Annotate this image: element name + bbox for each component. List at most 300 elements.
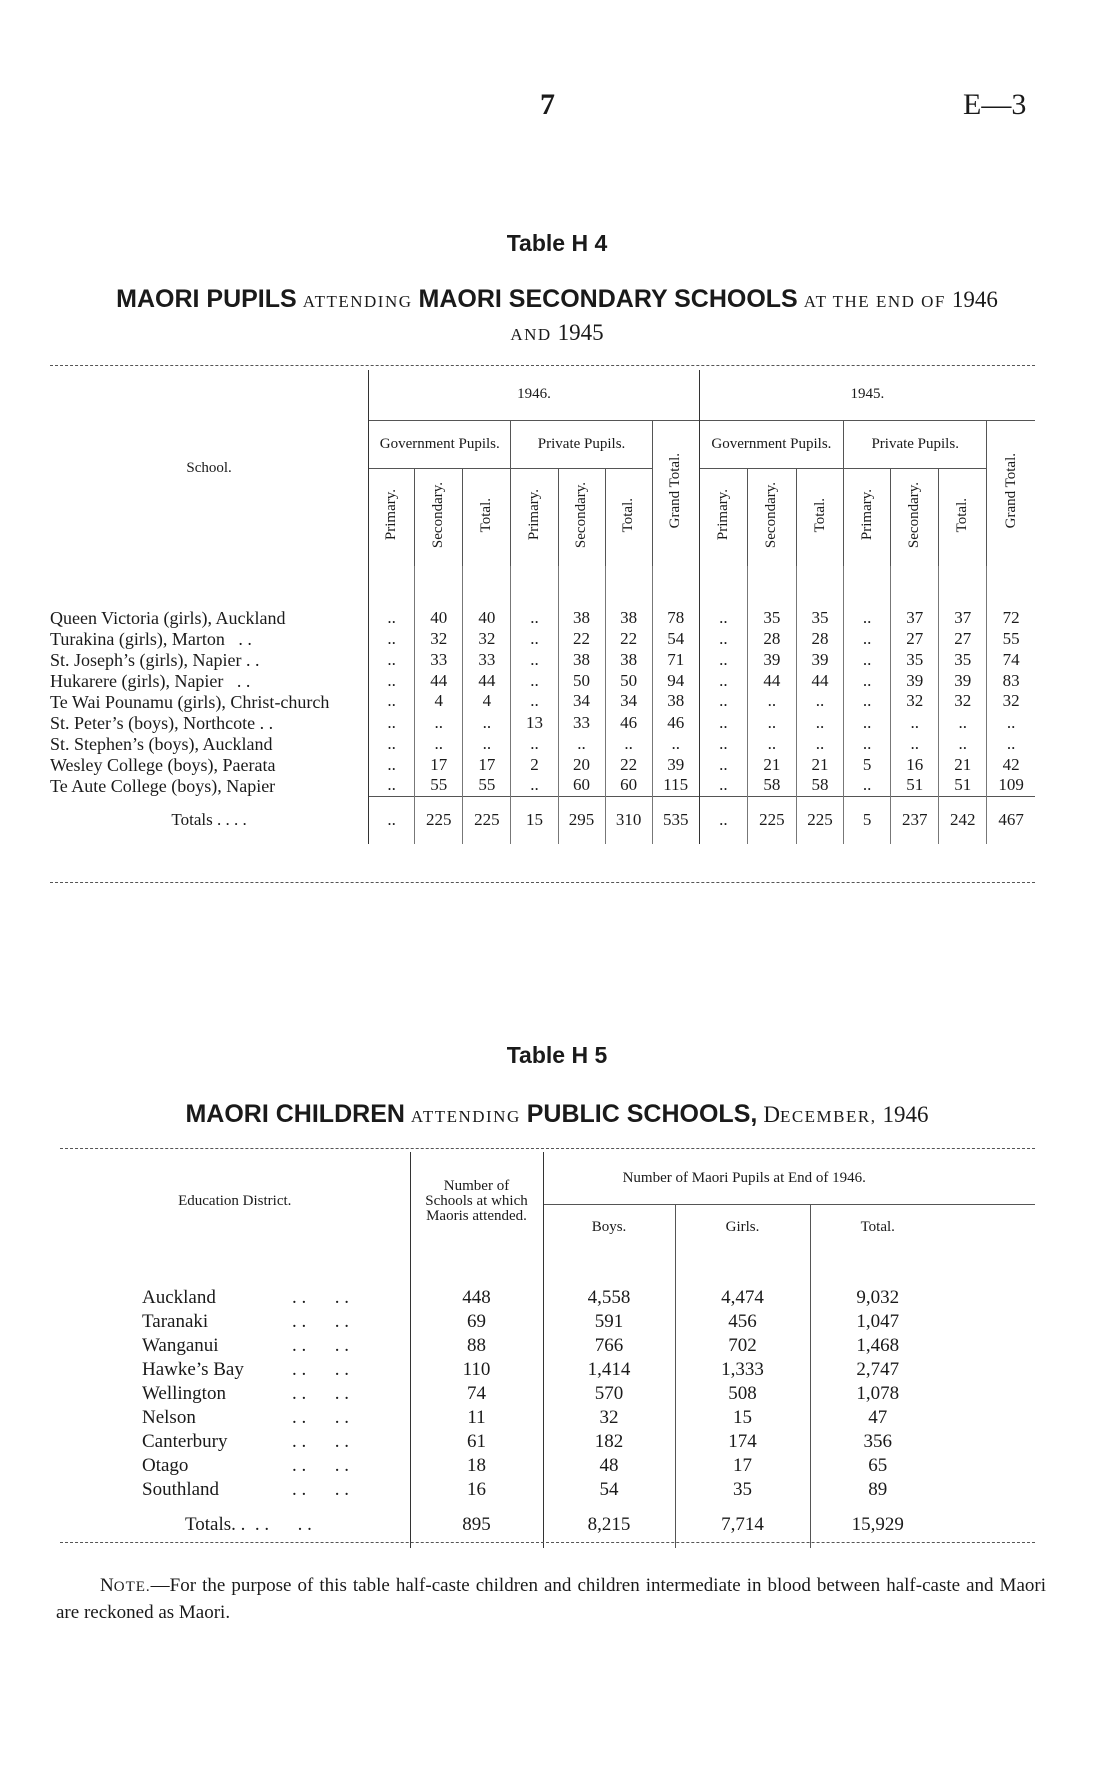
district-name: Otago bbox=[142, 1455, 189, 1476]
spacer bbox=[945, 1250, 1035, 1310]
table-row bbox=[50, 712, 1035, 733]
col-total bbox=[939, 468, 987, 566]
cell-value: 32 bbox=[463, 628, 511, 649]
totals-label: Totals . . . . bbox=[50, 796, 369, 844]
cell-value: 55 bbox=[463, 775, 511, 796]
totals-value: 15 bbox=[511, 796, 558, 844]
col-total-label: Total. bbox=[811, 497, 828, 532]
cell-value: .. bbox=[369, 712, 415, 733]
totals-girls: 7,714 bbox=[675, 1502, 810, 1548]
cell-value: .. bbox=[511, 691, 558, 712]
col-primary bbox=[369, 468, 415, 566]
table-h4-title bbox=[0, 285, 1114, 314]
district-cell bbox=[60, 1358, 410, 1382]
cell-value: 27 bbox=[891, 628, 939, 649]
cell-value: 40 bbox=[415, 566, 463, 628]
school-name: St. Peter’s (boys), Northcote . . bbox=[50, 712, 369, 733]
cell-value: 4 bbox=[415, 691, 463, 712]
table-row bbox=[50, 566, 1035, 628]
cell-value: 60 bbox=[558, 775, 605, 796]
cell-value: .. bbox=[699, 670, 747, 691]
cell-value: .. bbox=[652, 733, 699, 754]
cell-value: 115 bbox=[652, 775, 699, 796]
cell-value: .. bbox=[511, 628, 558, 649]
col-secondary bbox=[891, 468, 939, 566]
note-lead-rest: OTE. bbox=[113, 1579, 151, 1595]
footnote bbox=[56, 1573, 1046, 1626]
cell-value: 35 bbox=[891, 649, 939, 670]
title-smallcaps: AND bbox=[510, 325, 552, 344]
col-education-district: Education District. bbox=[60, 1152, 410, 1250]
title-bold: PUBLIC SCHOOLS, bbox=[526, 1100, 758, 1128]
col-year-1945: 1945. bbox=[850, 386, 885, 403]
leader-dots: . . . . bbox=[292, 1479, 349, 1500]
cell-value: .. bbox=[747, 712, 796, 733]
cell-value: 109 bbox=[998, 775, 1024, 795]
cell-value: .. bbox=[369, 754, 415, 775]
cell-value: 44 bbox=[796, 670, 843, 691]
table-row bbox=[60, 1358, 1035, 1382]
totals-row bbox=[50, 796, 1035, 844]
title-smallcaps: AT THE END OF bbox=[803, 292, 946, 311]
cell-value: 39 bbox=[891, 670, 939, 691]
district-cell bbox=[60, 1454, 410, 1478]
schools-count: 74 bbox=[410, 1382, 543, 1406]
district-name: Nelson bbox=[142, 1407, 196, 1428]
totals-value: 295 bbox=[558, 796, 605, 844]
table-row bbox=[50, 628, 1035, 649]
group-private-pupils: Private Pupils. bbox=[511, 420, 652, 468]
cell-value: 50 bbox=[558, 670, 605, 691]
cell-value: .. bbox=[369, 649, 415, 670]
cell-value: 21 bbox=[796, 754, 843, 775]
cell-value: 42 bbox=[1002, 754, 1020, 774]
school-name: Te Aute College (boys), Napier bbox=[50, 775, 369, 796]
district-cell bbox=[60, 1478, 410, 1502]
school-name: Wesley College (boys), Paerata bbox=[50, 754, 369, 775]
table-h4-title-line2 bbox=[0, 320, 1114, 347]
table-h4-caption: Table H 4 bbox=[506, 230, 608, 256]
leader-dots: . . . . bbox=[292, 1335, 349, 1356]
girls-count: 174 bbox=[675, 1430, 810, 1454]
cell-value: 35 bbox=[939, 649, 987, 670]
girls-count: 1,333 bbox=[675, 1358, 810, 1382]
cell-value: 33 bbox=[463, 649, 511, 670]
cell-value: 13 bbox=[511, 712, 558, 733]
cell-value: .. bbox=[1006, 733, 1016, 753]
col-total bbox=[605, 468, 652, 566]
totals-value: 225 bbox=[415, 796, 463, 844]
cell-value: 28 bbox=[747, 628, 796, 649]
title-year: 1945 bbox=[557, 320, 604, 345]
schools-count: 448 bbox=[410, 1250, 543, 1310]
cell-value: .. bbox=[699, 712, 747, 733]
cell-value: 38 bbox=[558, 649, 605, 670]
girls-count: 508 bbox=[675, 1382, 810, 1406]
title-bold: MAORI CHILDREN bbox=[185, 1100, 405, 1128]
table-row bbox=[50, 733, 1035, 754]
cell-value: .. bbox=[747, 691, 796, 712]
cell-value: .. bbox=[844, 733, 891, 754]
col-school: School. bbox=[50, 370, 369, 566]
cell-value: 2 bbox=[511, 754, 558, 775]
cell-value: 39 bbox=[652, 754, 699, 775]
spacer bbox=[945, 1406, 1035, 1430]
title-smallcaps: ATTENDING bbox=[302, 292, 413, 311]
boys-count: 1,414 bbox=[543, 1358, 675, 1382]
group-government-pupils: Government Pupils. bbox=[699, 420, 843, 468]
totals-value: 225 bbox=[747, 796, 796, 844]
col-total bbox=[796, 468, 843, 566]
leader-dots: . . . . bbox=[292, 1287, 349, 1308]
table-h4-body bbox=[50, 566, 1035, 796]
cell-value: .. bbox=[463, 733, 511, 754]
cell-value: .. bbox=[511, 775, 558, 796]
spacer bbox=[945, 1358, 1035, 1382]
col-number-of-schools: Number of Schools at which Maoris attended. bbox=[410, 1152, 543, 1250]
cell-value: 72 bbox=[1002, 608, 1020, 627]
girls-count: 15 bbox=[675, 1406, 810, 1430]
total-count: 47 bbox=[868, 1407, 888, 1428]
cell-value: 38 bbox=[605, 649, 652, 670]
col-total bbox=[463, 468, 511, 566]
cell-value: 44 bbox=[747, 670, 796, 691]
col-grand-total bbox=[652, 420, 699, 566]
col-secondary-label: Secondary. bbox=[430, 481, 447, 548]
cell-value: .. bbox=[699, 628, 747, 649]
cell-value: .. bbox=[699, 566, 747, 628]
cell-value: .. bbox=[844, 628, 891, 649]
cell-value: 35 bbox=[796, 566, 843, 628]
table-row bbox=[50, 649, 1035, 670]
schools-count: 61 bbox=[410, 1430, 543, 1454]
cell-value: 78 bbox=[652, 566, 699, 628]
cell-value: 35 bbox=[747, 566, 796, 628]
cell-value: .. bbox=[511, 733, 558, 754]
district-name: Auckland bbox=[142, 1287, 216, 1308]
cell-value: .. bbox=[415, 712, 463, 733]
district-name: Wellington bbox=[142, 1383, 226, 1404]
cell-value: 28 bbox=[796, 628, 843, 649]
total-count: 1,078 bbox=[856, 1383, 900, 1404]
rule bbox=[50, 365, 1035, 366]
cell-value: 60 bbox=[605, 775, 652, 796]
spacer bbox=[945, 1478, 1035, 1502]
col-girls: Girls. bbox=[675, 1204, 810, 1250]
cell-value: 17 bbox=[463, 754, 511, 775]
col-total: Total. bbox=[810, 1204, 945, 1250]
schools-count: 18 bbox=[410, 1454, 543, 1478]
boys-count: 766 bbox=[543, 1334, 675, 1358]
cell-value: .. bbox=[463, 712, 511, 733]
cell-value: .. bbox=[699, 754, 747, 775]
table-row bbox=[50, 754, 1035, 775]
cell-value: 58 bbox=[796, 775, 843, 796]
leader-dots: . . . . bbox=[292, 1359, 349, 1380]
title-year: 1946 bbox=[951, 287, 998, 312]
col-secondary bbox=[747, 468, 796, 566]
cell-value: .. bbox=[511, 566, 558, 628]
spacer bbox=[945, 1382, 1035, 1406]
rule bbox=[60, 1542, 1035, 1543]
totals-value: 225 bbox=[796, 796, 843, 844]
cell-value: .. bbox=[699, 775, 747, 796]
cell-value: .. bbox=[844, 649, 891, 670]
leader-dots: . . . . bbox=[292, 1383, 349, 1404]
col-secondary-label: Secondary. bbox=[906, 481, 923, 548]
totals-total: 15,929 bbox=[851, 1514, 904, 1535]
cell-value: .. bbox=[891, 712, 939, 733]
cell-value: 51 bbox=[891, 775, 939, 796]
table-h4-footer bbox=[50, 796, 1035, 844]
boys-count: 54 bbox=[543, 1478, 675, 1502]
col-year-1946: 1946. bbox=[369, 370, 700, 420]
cell-value: .. bbox=[369, 628, 415, 649]
cell-value: 58 bbox=[747, 775, 796, 796]
totals-schools: 895 bbox=[410, 1502, 543, 1548]
table-h4 bbox=[50, 370, 1035, 844]
cell-value: 94 bbox=[652, 670, 699, 691]
cell-value: 16 bbox=[891, 754, 939, 775]
girls-count: 456 bbox=[675, 1310, 810, 1334]
cell-value: .. bbox=[796, 733, 843, 754]
girls-count: 17 bbox=[675, 1454, 810, 1478]
cell-value: 17 bbox=[415, 754, 463, 775]
cell-value: 5 bbox=[844, 754, 891, 775]
totals-value: 237 bbox=[891, 796, 939, 844]
cell-value: 83 bbox=[1002, 670, 1020, 690]
cell-value: 38 bbox=[652, 691, 699, 712]
cell-value: .. bbox=[369, 733, 415, 754]
note-lead-initial: N bbox=[100, 1575, 114, 1596]
district-name: Hawke’s Bay bbox=[142, 1359, 244, 1380]
spacer bbox=[945, 1430, 1035, 1454]
col-boys: Boys. bbox=[543, 1204, 675, 1250]
cell-value: .. bbox=[891, 733, 939, 754]
table-row bbox=[60, 1406, 1035, 1430]
cell-value: 22 bbox=[605, 754, 652, 775]
schools-count: 110 bbox=[410, 1358, 543, 1382]
cell-value: 37 bbox=[939, 566, 987, 628]
school-name: St. Stephen’s (boys), Auckland bbox=[50, 733, 369, 754]
cell-value: .. bbox=[369, 670, 415, 691]
total-count: 65 bbox=[868, 1455, 888, 1476]
cell-value: 38 bbox=[605, 566, 652, 628]
cell-value: .. bbox=[699, 691, 747, 712]
col-primary bbox=[699, 468, 747, 566]
cell-value: .. bbox=[844, 670, 891, 691]
cell-value: 39 bbox=[939, 670, 987, 691]
boys-count: 48 bbox=[543, 1454, 675, 1478]
cell-value: 46 bbox=[605, 712, 652, 733]
cell-value: 34 bbox=[605, 691, 652, 712]
cell-value: 37 bbox=[891, 566, 939, 628]
table-row bbox=[60, 1310, 1035, 1334]
table-row bbox=[60, 1250, 1035, 1310]
col-primary bbox=[844, 468, 891, 566]
title-bold: MAORI SECONDARY SCHOOLS bbox=[418, 285, 798, 313]
document-reference: E—3 bbox=[963, 88, 1027, 121]
totals-label: Totals. . bbox=[185, 1514, 246, 1535]
table-h5 bbox=[60, 1152, 1035, 1548]
cell-value: .. bbox=[796, 691, 843, 712]
cell-value: .. bbox=[369, 691, 415, 712]
col-primary bbox=[511, 468, 558, 566]
cell-value: 40 bbox=[463, 566, 511, 628]
schools-count: 88 bbox=[410, 1334, 543, 1358]
cell-value: 22 bbox=[558, 628, 605, 649]
note-text: —For the purpose of this table half-caste children and children intermediate in blood between half-caste and Maori are reckoned as Maori. bbox=[56, 1575, 1046, 1623]
school-name: St. Joseph’s (girls), Napier . . bbox=[50, 649, 369, 670]
schools-count: 16 bbox=[410, 1478, 543, 1502]
cell-value: 20 bbox=[558, 754, 605, 775]
col-primary-label: Primary. bbox=[383, 489, 400, 541]
cell-value: 33 bbox=[558, 712, 605, 733]
group-government-pupils: Government Pupils. bbox=[369, 420, 511, 468]
cell-value: 51 bbox=[939, 775, 987, 796]
total-count: 89 bbox=[868, 1479, 888, 1500]
col-grand-total bbox=[987, 420, 1035, 566]
totals-value: .. bbox=[369, 796, 415, 844]
spacer bbox=[945, 1152, 1035, 1204]
cell-value: 50 bbox=[605, 670, 652, 691]
totals-dots: . . . . bbox=[254, 1514, 312, 1535]
col-secondary-label: Secondary. bbox=[573, 481, 590, 548]
table-h5-title bbox=[0, 1100, 1114, 1129]
table-h5-body bbox=[60, 1250, 1035, 1502]
col-primary-label: Primary. bbox=[714, 489, 731, 541]
cell-value: 55 bbox=[1002, 628, 1020, 648]
title-year: 1946 bbox=[882, 1102, 929, 1127]
cell-value: .. bbox=[844, 712, 891, 733]
district-cell bbox=[60, 1310, 410, 1334]
cell-value: 46 bbox=[652, 712, 699, 733]
schools-count: 11 bbox=[410, 1406, 543, 1430]
table-row bbox=[60, 1334, 1035, 1358]
cell-value: .. bbox=[844, 691, 891, 712]
girls-count: 4,474 bbox=[675, 1250, 810, 1310]
schools-count: 69 bbox=[410, 1310, 543, 1334]
cell-value: 55 bbox=[415, 775, 463, 796]
cell-value: 39 bbox=[796, 649, 843, 670]
cell-value: .. bbox=[369, 775, 415, 796]
col-primary-label: Primary. bbox=[858, 489, 875, 541]
total-count: 1,468 bbox=[856, 1335, 900, 1356]
spacer bbox=[945, 1454, 1035, 1478]
title-smallcaps: ATTENDING bbox=[410, 1107, 521, 1126]
district-cell bbox=[60, 1250, 410, 1310]
page-number: 7 bbox=[540, 88, 555, 121]
table-row bbox=[60, 1454, 1035, 1478]
table-row bbox=[50, 670, 1035, 691]
boys-count: 591 bbox=[543, 1310, 675, 1334]
cell-value: 21 bbox=[939, 754, 987, 775]
totals-value: .. bbox=[699, 796, 747, 844]
col-secondary bbox=[415, 468, 463, 566]
cell-value: .. bbox=[511, 649, 558, 670]
boys-count: 32 bbox=[543, 1406, 675, 1430]
district-name: Southland bbox=[142, 1479, 220, 1500]
cell-value: .. bbox=[415, 733, 463, 754]
girls-count: 35 bbox=[675, 1478, 810, 1502]
district-cell bbox=[60, 1430, 410, 1454]
totals-value: 535 bbox=[652, 796, 699, 844]
total-count: 9,032 bbox=[856, 1287, 900, 1308]
table-row bbox=[60, 1430, 1035, 1454]
col-primary-label: Primary. bbox=[525, 489, 542, 541]
cell-value: 32 bbox=[891, 691, 939, 712]
cell-value: .. bbox=[747, 733, 796, 754]
title-month bbox=[763, 1102, 876, 1128]
school-name: Hukarere (girls), Napier . . bbox=[50, 670, 369, 691]
boys-count: 4,558 bbox=[543, 1250, 675, 1310]
cell-value: 34 bbox=[558, 691, 605, 712]
col-grand-total-label: Grand Total. bbox=[667, 453, 684, 529]
totals-value: 225 bbox=[463, 796, 511, 844]
totals-boys: 8,215 bbox=[543, 1502, 675, 1548]
school-name: Te Wai Pounamu (girls), Christ-church bbox=[50, 691, 369, 712]
district-name: Taranaki bbox=[142, 1311, 209, 1332]
leader-dots: . . . . bbox=[292, 1407, 349, 1428]
title-month-rest: ECEMBER, bbox=[779, 1107, 877, 1126]
col-grand-total-label: Grand Total. bbox=[1002, 453, 1019, 529]
school-name: Turakina (girls), Marton . . bbox=[50, 628, 369, 649]
col-total-label: Total. bbox=[954, 497, 971, 532]
cell-value: .. bbox=[844, 775, 891, 796]
col-secondary-label: Secondary. bbox=[763, 481, 780, 548]
spacer bbox=[945, 1310, 1035, 1334]
totals-value: 242 bbox=[939, 796, 987, 844]
rule bbox=[60, 1148, 1035, 1149]
cell-value: .. bbox=[939, 733, 987, 754]
cell-value: 32 bbox=[415, 628, 463, 649]
district-cell bbox=[60, 1334, 410, 1358]
col-total-label: Total. bbox=[620, 497, 637, 532]
totals-value: 5 bbox=[844, 796, 891, 844]
cell-value: 54 bbox=[652, 628, 699, 649]
cell-value: 32 bbox=[939, 691, 987, 712]
cell-value: 21 bbox=[747, 754, 796, 775]
col-total-label: Total. bbox=[478, 497, 495, 532]
spacer bbox=[945, 1204, 1035, 1250]
cell-value: .. bbox=[939, 712, 987, 733]
group-maori-pupils: Number of Maori Pupils at End of 1946. bbox=[622, 1169, 866, 1186]
group-private-pupils: Private Pupils. bbox=[844, 420, 987, 468]
cell-value: .. bbox=[844, 566, 891, 628]
district-name: Wanganui bbox=[142, 1335, 219, 1356]
total-count: 356 bbox=[863, 1431, 892, 1452]
table-row bbox=[60, 1478, 1035, 1502]
leader-dots: . . . . bbox=[292, 1311, 349, 1332]
district-name: Canterbury bbox=[142, 1431, 228, 1452]
district-cell bbox=[60, 1406, 410, 1430]
rule bbox=[50, 882, 1035, 883]
cell-value: 32 bbox=[1002, 691, 1020, 710]
cell-value: 44 bbox=[463, 670, 511, 691]
cell-value: 71 bbox=[652, 649, 699, 670]
girls-count: 702 bbox=[675, 1334, 810, 1358]
cell-value: 27 bbox=[939, 628, 987, 649]
title-bold: MAORI PUPILS bbox=[116, 285, 297, 313]
cell-value: .. bbox=[511, 670, 558, 691]
title-month-initial: D bbox=[763, 1102, 780, 1127]
cell-value: .. bbox=[369, 566, 415, 628]
district-cell bbox=[60, 1382, 410, 1406]
cell-value: 22 bbox=[605, 628, 652, 649]
boys-count: 182 bbox=[543, 1430, 675, 1454]
table-row bbox=[60, 1382, 1035, 1406]
cell-value: .. bbox=[605, 733, 652, 754]
